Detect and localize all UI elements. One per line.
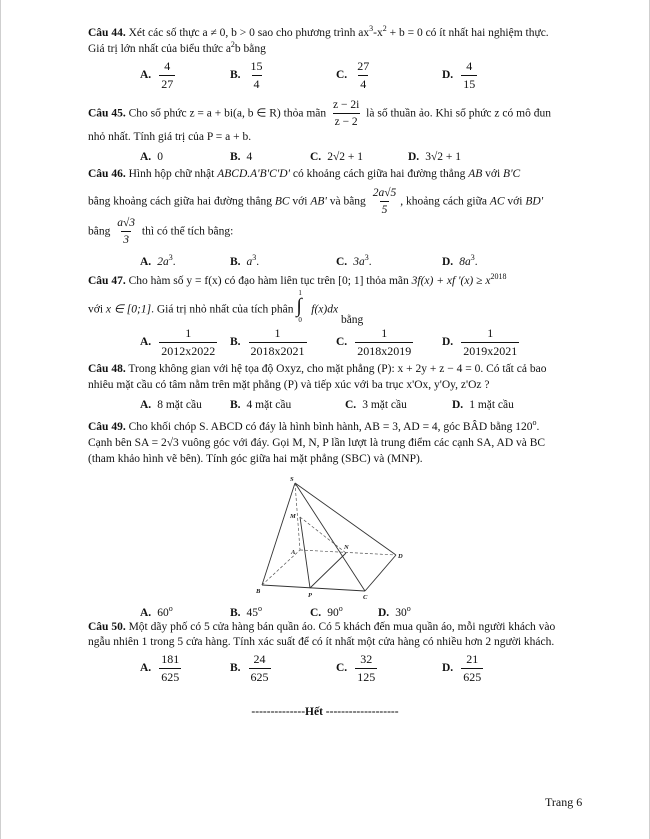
q49-line1-text: Cho khối chóp S. ABCD có đáy là hình bình hành, AB = 3, AD = 4, góc	[128, 420, 461, 433]
q47-line2	[88, 289, 364, 326]
q49-angle: BÂD	[462, 420, 488, 433]
q48-option-b: B. 4 mặt cầu	[230, 399, 292, 411]
label-c: C	[363, 594, 368, 600]
q47-line2a: với	[88, 303, 104, 316]
q50-label: Câu 50.	[88, 621, 126, 633]
q46-line2g: AC	[489, 195, 505, 208]
label-m: M	[290, 513, 296, 520]
q45-text2: thỏa mãn	[283, 107, 327, 120]
q46-line2a: bằng khoảng cách giữa hai đường thẳng	[88, 195, 272, 208]
q45-option-a: A. 0	[140, 151, 163, 163]
q48-line1	[88, 362, 546, 376]
q49-line3	[88, 452, 423, 466]
q46-line1d: AB	[468, 168, 483, 180]
q46-option-b: B. $a^3$.	[230, 253, 260, 268]
q48-option-d: D. 1 mặt cầu	[452, 399, 514, 411]
q44-text2: sao cho phương trình ax	[257, 26, 370, 39]
q47-line1	[88, 272, 506, 288]
q46-line3b: thì có thể tích bằng:	[141, 225, 234, 238]
q48-line1-text: Trong không gian với hệ tọa độ Oxyz, cho mặt phẳng (P): x + 2y + z − 4 = 0. Có tất cả bao	[128, 363, 547, 375]
q46-line1c: có khoảng cách giữa hai đường thẳng	[292, 168, 466, 180]
label-n: N	[344, 544, 349, 551]
q46-fraction2: $\frac{a√3}{3}$	[117, 217, 136, 247]
q49-option-d: D. 30$^o$	[378, 604, 411, 619]
label-d: D	[398, 553, 403, 560]
q46-line2h: với	[507, 195, 523, 208]
q46-line2b: BC	[274, 195, 290, 208]
label-p: P	[308, 592, 312, 599]
q50-option-d: D. $\frac{21}{625}$	[442, 652, 482, 684]
q48-axes: x'Ox, y'Oy, z'Oz ?	[406, 379, 490, 391]
page-number: Trang 6	[545, 795, 583, 809]
q46-option-d: D. $8a^3$.	[442, 253, 478, 268]
q45-fraction: $\frac{z - 2i}{z - 2}$	[333, 99, 360, 129]
q49-line1b: bằng 120	[490, 420, 533, 433]
q47-option-b: B. $\frac{1}{2018x2021}$	[230, 326, 305, 358]
q47-label: Câu 47.	[88, 274, 126, 287]
q45-option-b: B. 4	[230, 151, 253, 163]
q46-option-c: C. $3a^3$.	[336, 253, 372, 268]
q46-line1a: Hình hộp chữ nhật	[128, 168, 215, 180]
q46-line3	[88, 216, 233, 248]
label-a: A	[291, 549, 296, 556]
end-marker: --------------Hết -------------------	[251, 706, 399, 718]
q49-line3-text: (tham khảo hình vẽ bên). Tính góc giữa hai mặt phẳng (SBC) và (MNP).	[88, 453, 423, 465]
q45-label: Câu 45.	[88, 107, 126, 120]
q49-line2b: SA = 2√3	[134, 437, 179, 449]
q44-line2b-text: b bằng	[234, 42, 266, 55]
q50-line2-text: ngẫu nhiên 1 trong 5 cửa hàng. Tính xác suất để có ít nhất một cửa hàng có nhiều hơn 2 người khách.	[88, 636, 555, 648]
q44-text4: + b = 0 có ít nhất hai nghiệm thực.	[386, 26, 549, 39]
q50-line1	[88, 620, 555, 634]
q48-label: Câu 48.	[88, 363, 126, 375]
q47-line2c: . Giá trị nhỏ nhất của tích phân	[151, 303, 294, 316]
q46-line2d: AB'	[310, 195, 327, 208]
q48-option-c: C. 3 mặt cầu	[345, 399, 407, 411]
q44-text1: Xét các số thực	[128, 26, 200, 39]
q47-option-a: A. $\frac{1}{2012x2022}$	[140, 326, 216, 358]
figure-background	[250, 475, 420, 600]
q45-expr: z = a + bi(a, b ∈ R)	[189, 107, 281, 120]
q44-label: Câu 44.	[88, 26, 126, 39]
q50-line1-text: Một dãy phố có 5 cửa hàng bán quần áo. Có 5 khách đến mua quần áo, mỗi người khách vào	[128, 621, 556, 633]
pyramid-figure	[250, 475, 420, 600]
q49-line2a: Cạnh bên	[88, 437, 132, 449]
q46-line2	[88, 186, 543, 218]
q47-ineq: 3f(x) + xf '(x) ≥ x	[411, 274, 491, 287]
q48-option-a: A. 8 mặt cầu	[140, 399, 202, 411]
q44-option-c: C. $\frac{27}{4}$	[336, 59, 370, 91]
q50-line2	[88, 635, 554, 649]
q46-label: Câu 46.	[88, 168, 126, 180]
q45-line1	[88, 98, 551, 130]
q45-text3: là số thuần ảo. Khi số phức z có mô đun	[366, 107, 551, 120]
q45-option-c: C. 2√2 + 1	[310, 151, 363, 163]
label-s: S	[290, 476, 294, 483]
q49-option-a: A. 60$^o$	[140, 604, 173, 619]
q46-line1f: B'C	[503, 168, 521, 180]
q44-line2-text: Giá trị lớn nhất của biểu thức a	[88, 42, 231, 55]
q48-line2	[88, 378, 489, 392]
q50-option-c: C. $\frac{32}{125}$	[336, 652, 376, 684]
q46-line2c: với	[292, 195, 308, 208]
q46-line2i: BD'	[525, 195, 544, 208]
q50-option-a: A. $\frac{181}{625}$	[140, 652, 180, 684]
q49-line2	[88, 436, 545, 450]
q49-option-c: C. 90$^o$	[310, 604, 343, 619]
q49-label: Câu 49.	[88, 420, 126, 433]
q44-line1: Câu 44. Xét các số thực a ≠ 0, b > 0 sao cho phương trình $ax^3-x^2 + b = 0$ có ít nhất hai nghiệm thực.	[88, 24, 549, 39]
q46-line3a: bằng	[88, 225, 111, 238]
q45-line2-text: nhỏ nhất. Tính giá trị của P = a + b.	[88, 131, 252, 143]
q47-option-c: C. $\frac{1}{2018x2019}$	[336, 326, 412, 358]
q47-ineq-exp: 2018	[490, 272, 507, 281]
q49-line2c: vuông góc với đáy. Gọi M, N, P lần lượt là trung điểm các cạnh SA, AD và BC	[181, 437, 546, 449]
q47-line2d: bằng	[340, 313, 364, 326]
q45-option-d: D. 3√2 + 1	[408, 151, 461, 163]
q44-line2: Giá trị lớn nhất của biểu thức $a^2b$ bằng	[88, 40, 266, 55]
q46-line1	[88, 167, 520, 181]
q44-cond: a ≠ 0, b > 0	[202, 26, 255, 39]
q46-fraction1: $\frac{2a√5}{5}$	[372, 187, 397, 217]
integral-sign: 1 ∫ 0	[296, 289, 302, 324]
q44-option-d: D. $\frac{4}{15}$	[442, 59, 476, 91]
q48-line2-text: nhiêu mặt cầu có tâm nằm trên mặt phẳng (P) và tiếp xúc với ba trục	[88, 379, 404, 391]
q47-line2b: x ∈ [0;1]	[105, 303, 152, 316]
q49-line1: Câu 49. Cho khối chóp S. ABCD có đáy là hình bình hành, AB = 3, AD = 4, góc BÂD bằng 120$^o$.	[88, 418, 540, 433]
q44-text3: -x	[373, 26, 383, 39]
q46-line2e: và bằng	[329, 195, 366, 208]
q45-text1: Cho số phức	[128, 107, 187, 120]
q46-option-a: A. $2a^3$.	[140, 253, 176, 268]
q44-option-a: A. $\frac{4}{27}$	[140, 59, 174, 91]
q47-integral: f(x)dx	[311, 303, 339, 316]
q44-option-b: B. $\frac{15}{4}$	[230, 59, 263, 91]
q46-line2f: , khoảng cách giữa	[400, 195, 487, 208]
q47-option-d: D. $\frac{1}{2019x2021}$	[442, 326, 518, 358]
q49-option-b: B. 45$^o$	[230, 604, 263, 619]
q46-line1b: ABCD.A'B'C'D'	[217, 168, 290, 180]
q45-line2	[88, 130, 251, 144]
q46-line1e: với	[485, 168, 501, 180]
q50-option-b: B. $\frac{24}{625}$	[230, 652, 269, 684]
label-b: B	[256, 588, 261, 595]
q47-text1: Cho hàm số y = f(x) có đạo hàm liên tục trên [0; 1] thỏa mãn	[128, 274, 409, 287]
